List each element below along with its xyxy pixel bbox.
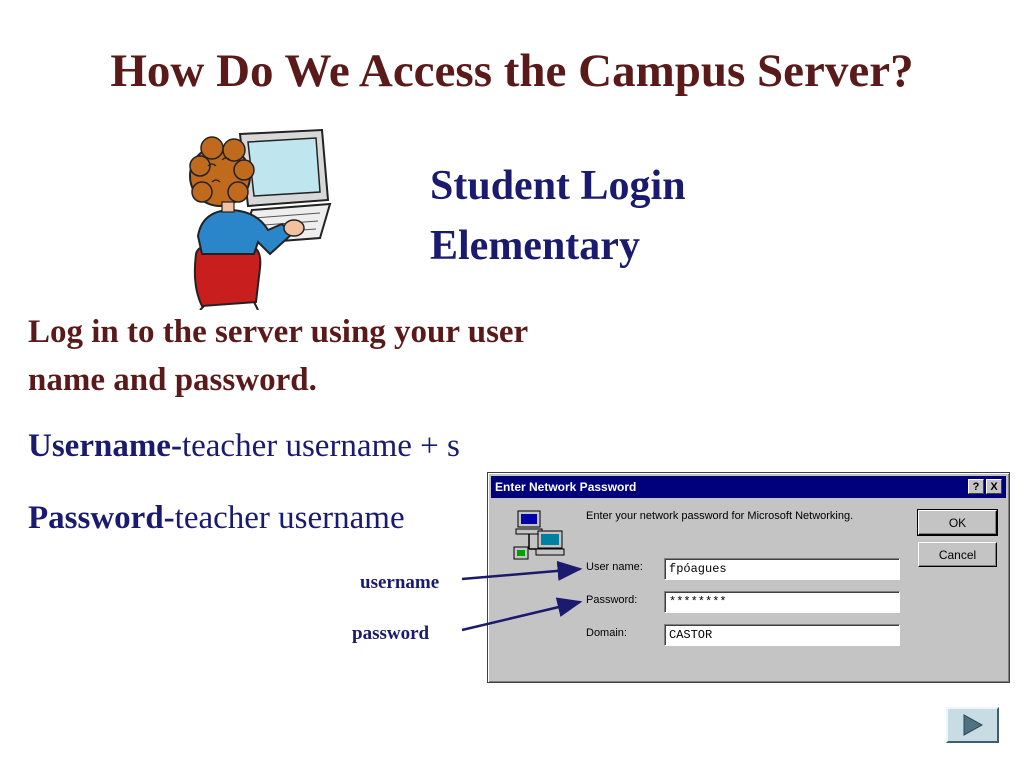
- cancel-button[interactable]: Cancel: [918, 542, 997, 567]
- ok-button[interactable]: OK: [918, 510, 997, 535]
- username-rule-value: teacher username + s: [181, 428, 460, 464]
- password-rule-label: Password-: [28, 500, 175, 536]
- username-rule: [28, 428, 460, 465]
- user-name-input[interactable]: [664, 558, 900, 580]
- password-rule-value: teacher username: [174, 500, 405, 536]
- dialog-title: Enter Network Password: [495, 480, 637, 494]
- user-name-label: User name:: [586, 561, 643, 573]
- subtitle: [430, 156, 686, 276]
- close-button[interactable]: X: [986, 479, 1002, 494]
- domain-label: Domain:: [586, 627, 627, 639]
- username-callout: username: [360, 572, 440, 593]
- dialog-message: Enter your network password for Microsoft Networking.: [586, 510, 854, 522]
- help-button[interactable]: ?: [968, 479, 984, 494]
- network-computers-icon: [512, 509, 572, 563]
- next-slide-arrow-icon: [948, 709, 997, 741]
- slide-title: How Do We Access the Campus Server?: [110, 45, 914, 97]
- password-callout: password: [352, 623, 430, 644]
- login-instructions: Log in to the server using your user name and password.: [28, 314, 528, 398]
- password-input[interactable]: [664, 591, 900, 613]
- network-password-dialog: [487, 472, 1010, 683]
- subtitle-line-2: Elementary: [430, 223, 640, 269]
- student-at-computer-icon: [182, 126, 340, 310]
- password-rule: [28, 500, 405, 537]
- password-label: Password:: [586, 594, 638, 606]
- subtitle-line-1: Student Login: [430, 163, 686, 209]
- next-slide-button[interactable]: [946, 707, 999, 743]
- dialog-titlebar: [491, 476, 1006, 498]
- username-rule-label: Username-: [28, 428, 182, 464]
- domain-input[interactable]: [664, 624, 900, 646]
